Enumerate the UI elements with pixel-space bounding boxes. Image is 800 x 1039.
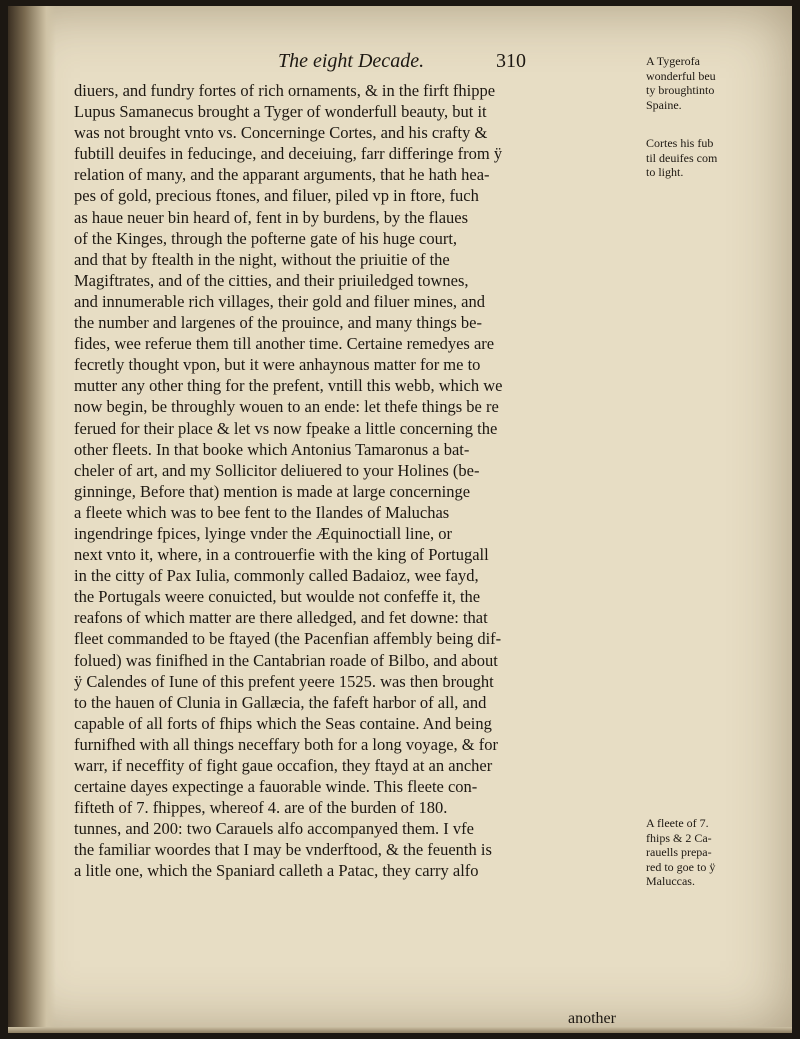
margin-note-line: Spaine. xyxy=(646,97,682,112)
text-line: in the citty of Pax Iulia, commonly called Badaioz, wee fayd, xyxy=(74,566,479,586)
text-line: ÿ Calendes of Iune of this prefent yeere 1525. was then brought xyxy=(74,671,494,691)
margin-note-line: rauells prepa- xyxy=(646,845,712,859)
margin-note-line: red to goe to ÿ xyxy=(646,859,716,874)
margin-note-line: fhips & 2 Ca- xyxy=(646,830,712,845)
text-line: diuers, and fundry fortes of rich ornaments, & in the firft fhippe xyxy=(74,81,496,100)
text-line: next vnto it, where, in a controuerfie with the king of Portugall xyxy=(74,545,489,565)
page-bottom-edge xyxy=(8,1027,792,1033)
text-line: mutter any other thing for the prefent, vntill this webb, which we xyxy=(74,376,503,396)
text-line: pes of gold, precious ftones, and filuer, piled vp in ftore, fuch xyxy=(74,186,479,206)
text-line: tunnes, and 200: two Carauels alfo accompanyed them. I vfe xyxy=(74,819,474,839)
book-page xyxy=(8,6,792,1033)
text-line: the familiar woordes that I may be vnderftood, & the feuenth is xyxy=(74,840,492,860)
margin-note-line: til deuifes com xyxy=(646,150,718,165)
text-line: now begin, be throughly wouen to an ende: let thefe things be re xyxy=(74,397,499,417)
text-line: a fleete which was to bee fent to the Ilandes of Maluchas xyxy=(74,502,450,522)
text-line: the number and largenes of the prouince, and many things be- xyxy=(74,313,482,333)
text-line: fubtill deuifes in feducinge, and deceiuing, farr differinge from ÿ xyxy=(74,144,503,164)
margin-note-line: to light. xyxy=(646,165,684,179)
text-line: a litle one, which the Spaniard calleth a Patac, they carry alfo xyxy=(74,861,479,881)
text-line: Lupus Samanecus brought a Tyger of wonderfull beauty, but it xyxy=(74,102,487,122)
text-line: the Portugals weere conuicted, but woulde not confeffe it, the xyxy=(74,587,481,607)
running-title: The eight Decade. xyxy=(278,50,425,72)
margin-note-fleet xyxy=(646,816,786,889)
text-line: warr, if neceffity of fight gaue occafion, they ftayd at an ancher xyxy=(74,756,493,775)
margin-note-line: Maluccas. xyxy=(646,874,695,888)
text-line: fecretly thought vpon, but it were anhaynous matter for me to xyxy=(74,355,481,375)
catchword: another xyxy=(568,1010,616,1027)
text-line: capable of all forts of fhips which the Seas containe. And being xyxy=(74,713,492,733)
text-line: ingendringe fpices, lyinge vnder the Æquinoctiall line, or xyxy=(74,523,453,543)
text-line: cheler of art, and my Sollicitor deliuered to your Holines (be- xyxy=(74,460,480,480)
text-line: other fleets. In that booke which Antonius Tamaronus a bat- xyxy=(74,439,470,459)
page-number: 310 xyxy=(496,50,526,72)
margin-note-line: Cortes his fub xyxy=(646,136,714,150)
text-line: folued) was finifhed in the Cantabrian roade of Bilbo, and about xyxy=(74,650,498,670)
text-line: and that by ftealth in the night, without the priuitie of the xyxy=(74,249,450,269)
text-line: and innumerable rich villages, their gold and filuer mines, and xyxy=(74,291,486,311)
page-gutter-shadow xyxy=(8,6,56,1033)
margin-note-line: wonderful beu xyxy=(646,68,716,83)
main-text-block xyxy=(74,80,642,882)
margin-note-line: A Tygerofa xyxy=(646,54,700,68)
text-line: furnifhed with all things neceffary both for a long voyage, & for xyxy=(74,734,498,754)
text-line: was not brought vnto vs. Concerninge Cortes, and his crafty & xyxy=(74,123,488,143)
margin-note-tyger xyxy=(646,54,786,112)
text-line: reafons of which matter are there alledged, and fet downe: that xyxy=(74,608,488,628)
text-line: fifteth of 7. fhippes, whereof 4. are of the burden of 180. xyxy=(74,798,448,818)
margin-note-line: A fleete of 7. xyxy=(646,816,709,830)
text-line: fleet commanded to be ftayed (the Pacenfian affembly being dif- xyxy=(74,629,502,649)
text-line: ferued for their place & let vs now fpeake a little concerning the xyxy=(74,418,498,438)
text-line: Magiftrates, and of the citties, and their priuiledged townes, xyxy=(74,270,469,290)
text-line: fides, wee referue them till another time. Certaine remedyes are xyxy=(74,334,495,354)
text-line: to the hauen of Clunia in Gallæcia, the fafeft harbor of all, and xyxy=(74,692,487,712)
text-line: as haue neuer bin heard of, fent in by burdens, by the flaues xyxy=(74,207,469,227)
text-line: certaine dayes expectinge a fauorable winde. This fleete con- xyxy=(74,777,478,797)
text-line: ginninge, Before that) mention is made at large concerninge xyxy=(74,481,471,501)
text-line: of the Kinges, through the pofterne gate of his huge court, xyxy=(74,228,458,248)
margin-note-line: ty broughtinto xyxy=(646,83,715,97)
text-line: relation of many, and the apparant arguments, that he hath hea- xyxy=(74,165,490,185)
margin-note-cortes xyxy=(646,136,786,180)
